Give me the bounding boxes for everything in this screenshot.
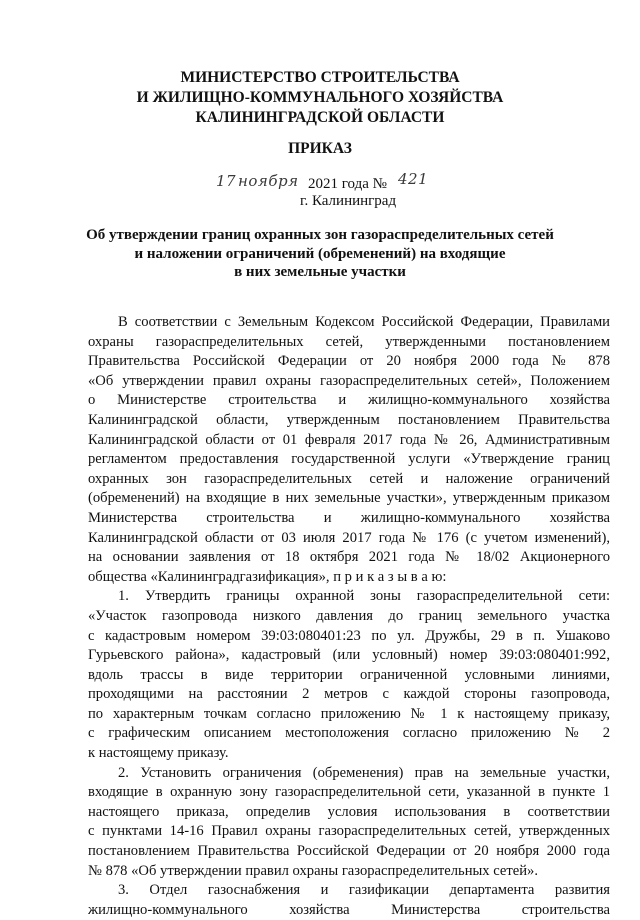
body-line: Калининградской области от 03 июля 2017 года № 176 (с учетом изменений), xyxy=(88,529,610,546)
ministry-header-line-3: КАЛИНИНГРАДСКОЙ ОБЛАСТИ xyxy=(195,109,445,126)
body-line: Калининградской области от 01 февраля 2017 года № 26, Административным xyxy=(88,431,610,448)
order-subject-line-1: Об утверждении границ охранных зон газораспределительных сетей xyxy=(86,227,554,243)
body-line: Министерства строительства и жилищно-коммунального хозяйства xyxy=(88,509,610,526)
order-title: ПРИКАЗ xyxy=(288,140,352,157)
body-line: 1. Утвердить границы охранной зоны газораспределительной сети: xyxy=(118,588,610,605)
body-line: (обременений) на входящие в них земельные участки», утвержденным приказом xyxy=(88,490,610,507)
body-line: входящие в охранную зону газораспределительной сети, указанной в пункте 1 xyxy=(88,784,610,801)
body-line: регламентом предоставления государственной услуги «Утверждение границ xyxy=(88,451,610,468)
order-subject xyxy=(0,226,640,282)
order-year-text: 2021 года № xyxy=(308,176,387,192)
ministry-header-line-2: И ЖИЛИЩНО-КОММУНАЛЬНОГО ХОЗЯЙСТВА xyxy=(136,89,504,106)
body-line: охраны газораспределительных сетей, утвержденными постановлением xyxy=(88,333,610,350)
body-line: с пунктами 14-16 Правил охраны газораспределительных сетей, утвержденных xyxy=(88,823,610,840)
order-date-line xyxy=(210,170,510,194)
body-line: Правительства Российской Федерации от 20 ноября 2000 года № 878 xyxy=(88,353,610,370)
body-line: вдоль трассы в виде территории ограниченной условными линиями, xyxy=(88,666,610,683)
handwritten-day: 17 xyxy=(216,172,237,190)
body-line: 2. Установить ограничения (обременения) прав на земельные участки, xyxy=(118,764,610,781)
body-line: 3. Отдел газоснабжения и газификации департамента развития xyxy=(118,882,610,899)
handwritten-month: ноября xyxy=(238,172,299,190)
order-subject-line-2: и наложении ограничений (обременений) на входящие xyxy=(134,245,506,262)
order-subject-line-3: в них земельные участки xyxy=(234,264,406,280)
body-line: Калининградской области, утвержденным постановлением Правительства xyxy=(88,411,610,428)
body-line: к настоящему приказу. xyxy=(88,745,229,762)
order-body-text xyxy=(88,313,610,920)
body-line: проходящими на расстоянии 2 метров с каждой стороны газопровода, xyxy=(88,686,610,703)
body-line: В соответствии с Земельным Кодексом Российской Федерации, Правилами xyxy=(118,314,610,330)
body-line: жилищно-коммунального хозяйства Министерства строительства xyxy=(88,901,610,918)
body-line: № 878 «Об утверждении правил охраны газораспределительных сетей». xyxy=(88,862,538,879)
body-line: с графическим описанием местоположения согласно приложению № 2 xyxy=(88,725,610,742)
body-line: «Участок газопровода низкого давления до границ земельного участка xyxy=(88,607,610,624)
body-line: с кадастровым номером 39:03:080401:23 по ул. Дружбы, 29 в п. Ушаково xyxy=(88,627,610,644)
body-line: общества «Калининградгазификация», п р и к а з ы в а ю: xyxy=(88,568,447,585)
ministry-header xyxy=(0,68,640,128)
ministry-header-line-1: МИНИСТЕРСТВО СТРОИТЕЛЬСТВА xyxy=(180,69,460,86)
body-line: о Министерстве строительства и жилищно-коммунального хозяйства xyxy=(88,392,610,409)
body-line: «Об утверждении правил охраны газораспределительных сетей», Положением xyxy=(88,372,610,389)
body-line: настоящего приказа, определив условия использования в соответствии xyxy=(88,803,610,820)
body-line: Гурьевского района», кадастровый (или условный) номер 39:03:080401:992, xyxy=(88,647,610,664)
handwritten-order-number: 421 xyxy=(398,170,429,188)
body-line: постановлением Правительства Российской Федерации от 20 ноября 2000 года xyxy=(88,843,610,860)
body-line: охранных зон газораспределительных сетей и наложение ограничений xyxy=(88,470,610,487)
body-line: по характерным точкам согласно приложению № 1 к настоящему приказу, xyxy=(88,705,610,722)
order-city: г. Калининград xyxy=(300,193,397,209)
body-line: на основании заявления от 18 октября 2021 года № 18/02 Акционерного xyxy=(88,549,610,566)
